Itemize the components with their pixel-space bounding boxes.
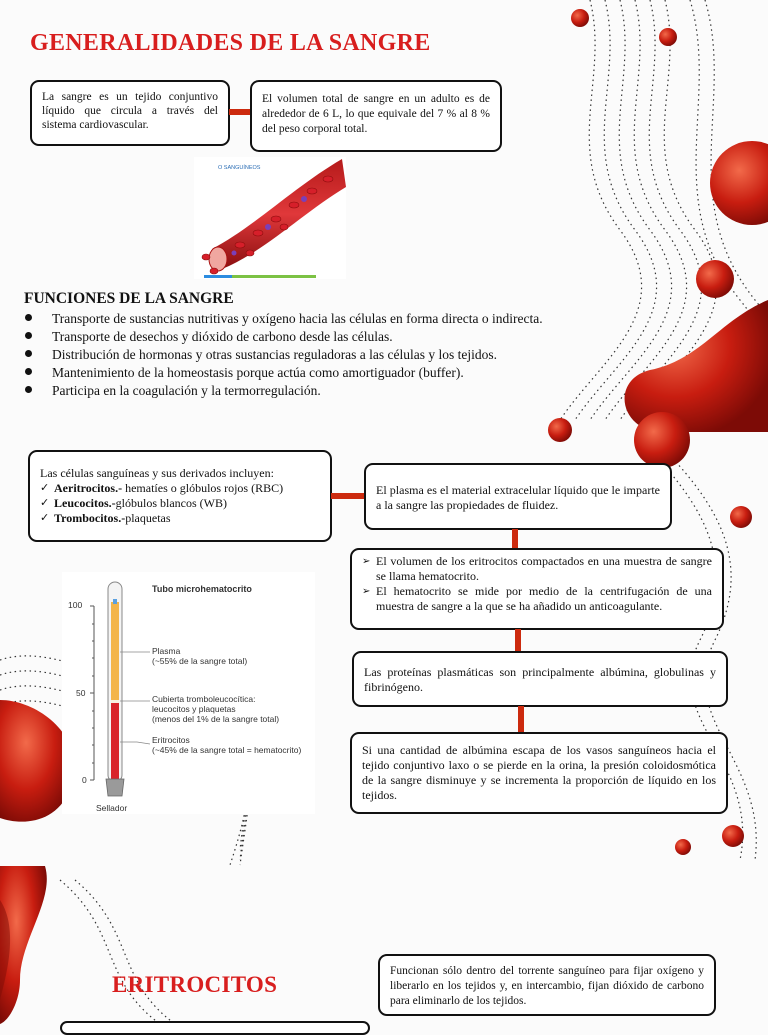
- list-item: [40, 481, 320, 496]
- cell-term: Leucocitos.-: [54, 496, 116, 510]
- list-item: Participa en la coagulación y la termorregulación.: [22, 382, 543, 400]
- list-item: [40, 496, 320, 511]
- cell-desc: plaquetas: [125, 511, 171, 525]
- connector: [515, 629, 521, 652]
- tube-drawing: [62, 572, 315, 814]
- microhematocrit-figure: [62, 572, 315, 814]
- functions-heading: FUNCIONES DE LA SANGRE: [24, 290, 234, 307]
- functions-list: [22, 310, 543, 400]
- plasma-label: Plasma (~55% de la sangre total): [152, 646, 248, 666]
- albumin-box: Si una cantidad de albúmina escapa de los vasos sanguíneos hacia el tejido conjuntivo laxo o se pierde en la orina, la presión coloidosmótica de la sangre disminuye y se incrementa la proporción de líquido en los tejidos.: [350, 732, 728, 814]
- blood-cells-box: [28, 450, 332, 542]
- plasma-box: El plasma es el material extracelular líquido que le imparte a la sangre las propiedades de fluidez.: [364, 463, 672, 530]
- cell-term: Aeritrocitos.-: [54, 481, 123, 495]
- connector: [331, 493, 365, 499]
- erythrocytes-label: Eritrocitos (~45% de la sangre total = hematocrito): [152, 735, 302, 755]
- hematocrit-list: [362, 554, 712, 614]
- list-item: Transporte de sustancias nutritivas y oxígeno hacia las células en forma directa o indirecta.: [22, 310, 543, 328]
- hematocrit-box: [350, 548, 724, 630]
- page-title: GENERALIDADES DE LA SANGRE: [30, 30, 431, 56]
- volume-box: El volumen total de sangre en un adulto es de alrededor de 6 L, lo que equivale del 7 % al 8 % del peso corporal total.: [250, 80, 502, 152]
- definition-box: La sangre es un tejido conjuntivo líquido que circula a través del sistema cardiovascular.: [30, 80, 230, 146]
- eritrocitos-box: Funcionan sólo dentro del torrente sanguíneo para fijar oxígeno y liberarlo en los tejidos y, en intercambio, fijan dióxido de carbono para eliminarlo de los tejidos.: [378, 954, 716, 1016]
- scale-50: 50: [76, 688, 86, 698]
- scale-0: 0: [82, 775, 87, 785]
- scale-100: 100: [68, 600, 83, 610]
- sealer-label: Sellador: [96, 803, 128, 813]
- next-box-edge: [60, 1021, 370, 1035]
- blood-vessel-illustration: [194, 157, 346, 279]
- cell-term: Trombocitos.-: [54, 511, 126, 525]
- cells-intro: Las células sanguíneas y sus derivados incluyen:: [40, 466, 274, 480]
- cell-desc: glóbulos blancos (WB): [115, 496, 227, 510]
- connector: [512, 529, 518, 550]
- list-item: Distribución de hormonas y otras sustancias reguladoras a las células y los tejidos.: [22, 346, 543, 364]
- list-item: Transporte de desechos y dióxido de carbono desde las células.: [22, 328, 543, 346]
- proteins-box: Las proteínas plasmáticas son principalmente albúmina, globulinas y fibrinógeno.: [352, 651, 728, 707]
- connector: [229, 109, 251, 115]
- vessel-caption: O SANGUÍNEOS: [218, 165, 261, 171]
- eritrocitos-title: ERITROCITOS: [112, 972, 278, 997]
- list-item: ➢ El hematocrito se mide por medio de la centrifugación de una muestra de sangre a la que se ha añadido un anticoagulante.: [362, 584, 712, 614]
- buffy-coat-label: Cubierta tromboleucocítica: leucocitos y plaquetas (menos del 1% de la sangre total): [152, 694, 280, 724]
- figure-title: Tubo microhematocrito: [152, 584, 252, 594]
- list-item: [40, 511, 320, 526]
- connector: [518, 706, 524, 733]
- list-item: Mantenimiento de la homeostasis porque actúa como amortiguador (buffer).: [22, 364, 543, 382]
- cells-list: [40, 481, 320, 526]
- cell-desc: hematíes o glóbulos rojos (RBC): [122, 481, 284, 495]
- list-item: ➢ El volumen de los eritrocitos compactados en una muestra de sangre se llama hematocrito.: [362, 554, 712, 584]
